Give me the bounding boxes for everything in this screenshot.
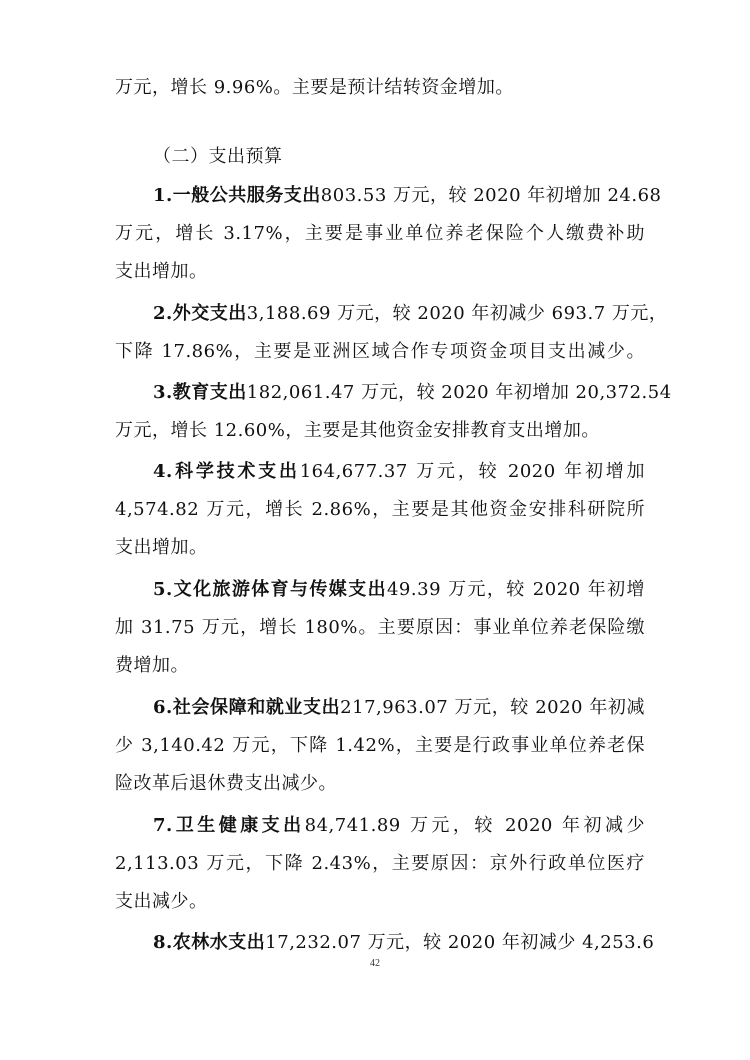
item-3-line-1 (153, 381, 672, 405)
item-2-title: 外交支出 (172, 303, 247, 324)
item-3-number: 3. (153, 382, 173, 403)
item-7-text: 84,741.89 万元，较 2020 年初减少 (304, 815, 645, 836)
intro-line: 万元，增长 9.96%。主要是预计结转资金增加。 (115, 77, 514, 98)
item-6-line-3: 险改革后退休费支出减少。 (115, 773, 337, 794)
item-1-line-1 (153, 184, 662, 208)
page-number: 42 (370, 958, 380, 969)
item-6-line-2: 少 3,140.42 万元，下降 1.42%，主要是行政事业单位养老保 (115, 735, 645, 756)
item-1-line-2: 万元，增长 3.17%，主要是事业单位养老保险个人缴费补助 (115, 223, 645, 244)
item-7-line-1 (153, 814, 645, 838)
item-1-title: 一般公共服务支出 (172, 185, 321, 206)
item-4-line-2: 4,574.82 万元，增长 2.86%，主要是其他资金安排科研院所 (115, 499, 645, 520)
item-4-line-3: 支出增加。 (115, 537, 208, 558)
item-5-title: 文化旅游体育与传媒支出 (172, 579, 387, 600)
item-5-line-3: 费增加。 (115, 655, 189, 676)
item-8-line-1 (153, 931, 655, 955)
item-7-number: 7. (153, 815, 173, 836)
item-7-title: 卫生健康支出 (172, 815, 305, 836)
item-5-line-2: 加 31.75 万元，增长 180%。主要原因：事业单位养老保险缴 (115, 617, 645, 638)
item-2-line-1 (153, 302, 668, 326)
item-5-line-1 (153, 578, 645, 602)
item-7-line-3: 支出减少。 (115, 891, 208, 912)
item-1-line-3: 支出增加。 (115, 261, 208, 282)
item-6-line-1 (153, 696, 645, 720)
item-6-title: 社会保障和就业支出 (172, 697, 341, 718)
item-1-number: 1. (153, 185, 173, 206)
item-5-number: 5. (153, 579, 173, 600)
item-3-line-2: 万元，增长 12.60%，主要是其他资金安排教育支出增加。 (115, 420, 600, 441)
item-4-number: 4. (153, 461, 173, 482)
item-2-line-2: 下降 17.86%，主要是亚洲区域合作专项资金项目支出减少。 (115, 341, 645, 362)
item-2-text: 3,188.69 万元，较 2020 年初减少 693.7 万元， (246, 303, 668, 324)
item-4-line-1 (153, 460, 645, 484)
item-3-text: 182,061.47 万元，较 2020 年初增加 20,372.54 (246, 382, 672, 403)
item-5-text: 49.39 万元，较 2020 年初增 (386, 579, 645, 600)
item-7-line-2: 2,113.03 万元，下降 2.43%，主要原因：京外行政单位医疗 (115, 853, 645, 874)
paragraph-continuation (115, 76, 645, 100)
item-6-text: 217,963.07 万元，较 2020 年初减 (340, 697, 645, 718)
item-3-title: 教育支出 (172, 382, 247, 403)
item-4-title: 科学技术支出 (172, 461, 300, 482)
item-8-title: 农林水支出 (172, 932, 266, 953)
item-2-number: 2. (153, 303, 173, 324)
item-1-text: 803.53 万元，较 2020 年初增加 24.68 (320, 185, 662, 206)
item-4-text: 164,677.37 万元，较 2020 年初增加 (299, 461, 645, 482)
item-8-number: 8. (153, 932, 173, 953)
item-6-number: 6. (153, 697, 173, 718)
section-heading: （二）支出预算 (153, 146, 283, 167)
item-8-text: 17,232.07 万元，较 2020 年初减少 4,253.6 (265, 932, 655, 953)
